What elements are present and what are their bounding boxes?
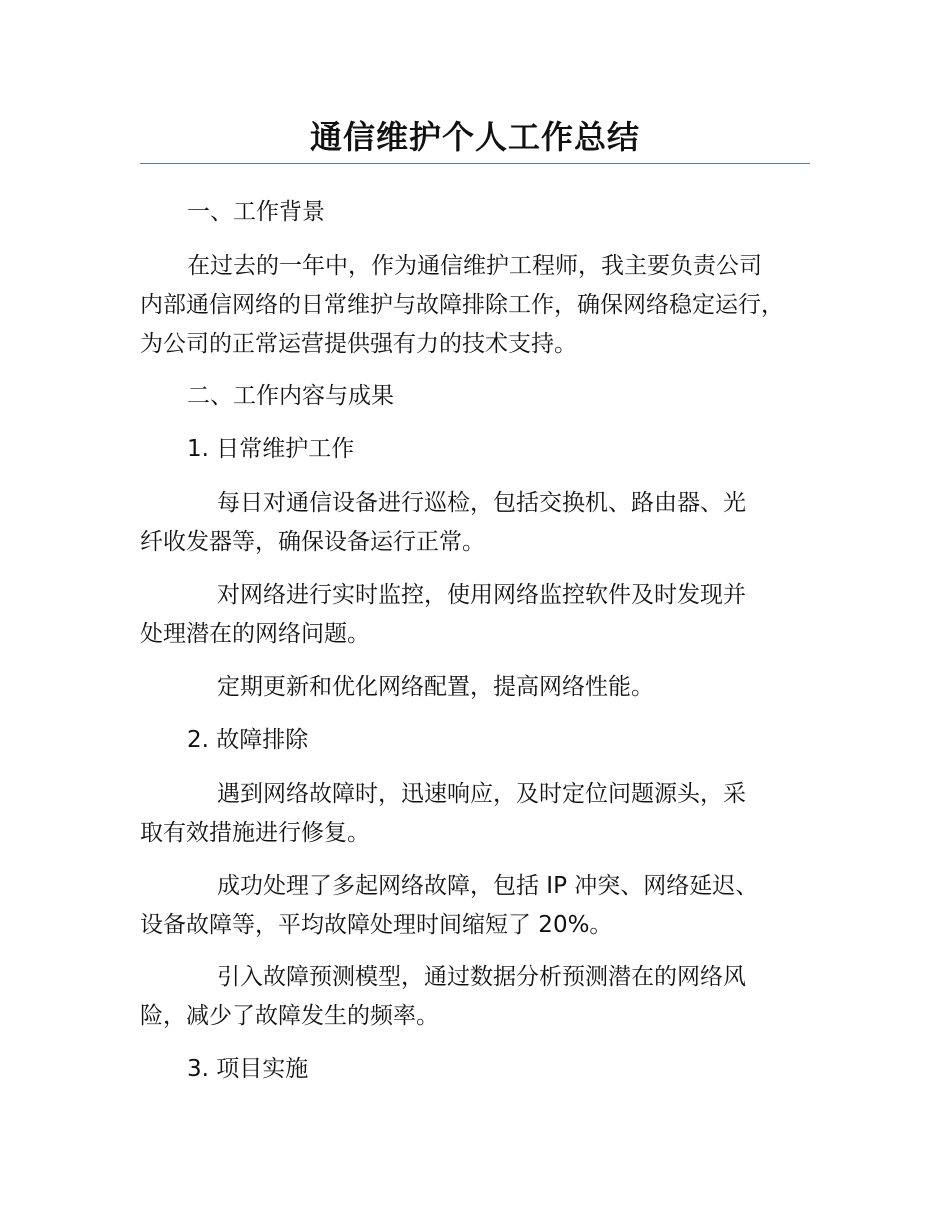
background-paragraph: 在过去的一年中，作为通信维护工程师，我主要负责公司 内部通信网络的日常维护与故障排除工作，确保网络稳定运行， 为公司的正常运营提供强有力的技术支持。	[140, 253, 784, 357]
list-item: 遇到网络故障时，迅速响应，及时定位问题源头，采 取有效措施进行修复。	[140, 781, 746, 846]
section-heading-content: 二、工作内容与成果	[187, 383, 394, 409]
title-underline	[140, 163, 810, 164]
document-title: 通信维护个人工作总结	[309, 118, 640, 156]
subheading-daily-maintenance: 1. 日常维护工作	[187, 436, 355, 462]
section-heading-background: 一、工作背景	[187, 199, 325, 225]
list-item: 对网络进行实时监控，使用网络监控软件及时发现并 处理潜在的网络问题。	[140, 582, 746, 647]
subheading-troubleshooting: 2. 故障排除	[187, 727, 309, 753]
subheading-project-implementation: 3. 项目实施	[187, 1056, 309, 1082]
list-item: 每日对通信设备进行巡检，包括交换机、路由器、光 纤收发器等，确保设备运行正常。	[140, 490, 746, 555]
list-item: 定期更新和优化网络配置，提高网络性能。	[217, 674, 654, 700]
list-item: 引入故障预测模型，通过数据分析预测潜在的网络风 险，减少了故障发生的频率。	[140, 964, 746, 1029]
list-item: 成功处理了多起网络故障，包括 IP 冲突、网络延迟、 设备故障等，平均故障处理时间缩短了 20%。	[140, 873, 759, 938]
